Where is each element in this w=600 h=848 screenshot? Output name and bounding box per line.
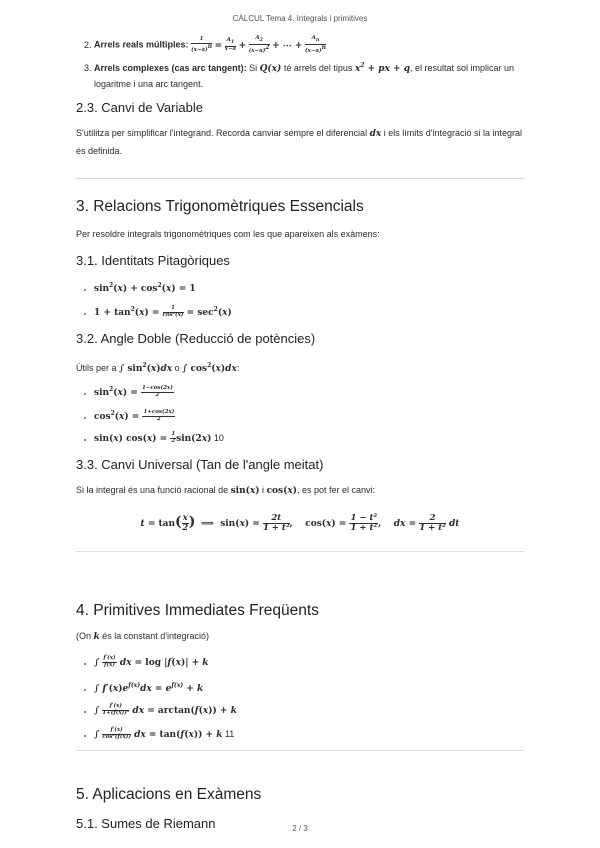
list-item-double-3: • sin(x) cos(x) = $\frac{1}{2}$ sin(2x) 10: [94, 426, 224, 450]
list-item-primitive-4: • ∫ $\frac{f'(x)}{\text{cos²(f(x))}}$ dx = tan(f(x)) + k 11: [94, 722, 237, 746]
paragraph-3-2-c: :: [236, 363, 240, 373]
complex-roots-text-c: , el resultat sol implicar un logaritme i una arc tangent.: [94, 63, 515, 90]
multiple-roots-formula: $\frac{1}{(x-a)^n}$ = $\frac{A_1}{x-a}$ + $\frac{A_2}{(x-a)^2}$ + ⋯ + $\frac{A_n}{(x-a)^n}$: [191, 35, 326, 54]
heading-5: 5. Aplicacions en Exàmens: [76, 786, 262, 803]
complex-roots-label: Arrels complexes (cas arc tangent):: [94, 63, 247, 74]
list-item-pyth-2: • $1 + \tan^2(x)$ = $\frac{1}{\text{cos²(x)}}$ = $\sec^2(x)$: [94, 298, 232, 322]
divider-1: [76, 178, 524, 179]
complex-roots-text-a: Si: [246, 63, 260, 74]
page-header: CÀLCUL Tema 4. Integrals i primitives: [232, 14, 368, 23]
list-item-complex-roots: 3. Arrels complexes (cas arc tangent): Si Q(x) té arrels del tipus $x^2$ + px + q, el resultat sol implicar un logaritme i una arc tangent.: [94, 58, 534, 92]
pythagorean-list: [76, 274, 232, 322]
paragraph-3-2-intro: Útils per a ∫ $\sin^2(x)dx$ o ∫ $\cos^2(x)dx$:: [76, 362, 240, 374]
paragraph-3-3-b: i: [259, 485, 267, 495]
list-item-primitive-2: • ∫ $f'(x)e^{f(x)}dx = e^{f(x)} + k$: [94, 674, 237, 698]
primitives-list: [76, 650, 237, 746]
paragraph-3-3-c: , es pot fer el canvi:: [297, 485, 376, 495]
paragraph-2-3-a: S'utilitza per simplificar l'integrand. Recorda canviar sempre el diferencial: [76, 128, 370, 138]
paragraph-3-2-b: o: [172, 363, 183, 373]
roots-list: [76, 36, 534, 95]
paragraph-3-3-intro: Si la integral és una funció racional de sin(x) i cos(x), es pot fer el canvi:: [76, 485, 376, 496]
paragraph-4-note: (On k és la constant d'integració): [76, 631, 210, 642]
list-item-multiple-roots: [94, 36, 534, 54]
heading-3: 3. Relacions Trigonomètriques Essencials: [76, 198, 364, 215]
page-footer: 2 / 3: [292, 824, 308, 833]
paragraph-4-a: (On: [76, 631, 94, 641]
list-item-primitive-1: • ∫ $\frac{f'(x)}{f(x)}$ dx = log |f(x)| + k: [94, 650, 237, 674]
paragraph-4-b: és la constant d'integració): [99, 631, 210, 641]
list-item-primitive-3: • ∫ $\frac{f'(x)}{\text{1+(f(x))²}}$ dx = arctan(f(x)) + k: [94, 698, 237, 722]
paragraph-2-3-b: i els límits d'integració si la integral és definida.: [76, 128, 523, 156]
list-item-double-1: • $\sin^2(x)$ = $\frac{1-\cos(2x)}{2}$: [94, 378, 224, 402]
paragraph-2-3: S'utilitza per simplificar l'integrand. Recorda canviar sempre el diferencial dx i els límits d'integració si la integral és definida.: [76, 128, 523, 156]
heading-4: 4. Primitives Immediates Freqüents: [76, 602, 319, 619]
heading-2-3: 2.3. Canvi de Variable: [76, 100, 203, 115]
primitive-4-suffix: 11: [222, 729, 235, 739]
heading-3-2: 3.2. Angle Doble (Reducció de potències): [76, 331, 316, 346]
paragraph-3-3-a: Si la integral és una funció racional de: [76, 485, 231, 495]
double-angle-list: [76, 378, 224, 450]
universal-substitution-formula: t = tan( $\frac{x}{2}$ ) ⟹ sin(x) = $\frac{2t}{\text{1 + t²}}$ , cos(x) = $\frac{\text{1 − t²}}{\text{1 + t²}}$ , dx = $\frac{2}{\text{1 + t²}}$ dt: [140, 513, 460, 534]
divider-2: [76, 551, 524, 552]
paragraph-3-intro: Per resoldre integrals trigonomètriques com les que apareixen als exàmens:: [76, 229, 380, 239]
double-3-suffix: 10: [211, 433, 224, 443]
multiple-roots-label: Arrels reals múltiples:: [94, 39, 189, 50]
list-item-double-2: • $\cos^2(x)$ = $\frac{1+\cos(2x)}{2}$: [94, 402, 224, 426]
paragraph-3-2-a: Útils per a: [76, 363, 120, 373]
complex-roots-text-b: té arrels del tipus: [281, 63, 355, 74]
divider-3: [76, 750, 524, 751]
heading-5-1: 5.1. Sumes de Riemann: [76, 816, 216, 831]
heading-3-3: 3.3. Canvi Universal (Tan de l'angle meitat): [76, 457, 324, 472]
list-item-pyth-1: • $\sin^2(x) + \cos^2(x) = 1$: [94, 274, 232, 298]
heading-3-1: 3.1. Identitats Pitagòriques: [76, 253, 230, 268]
